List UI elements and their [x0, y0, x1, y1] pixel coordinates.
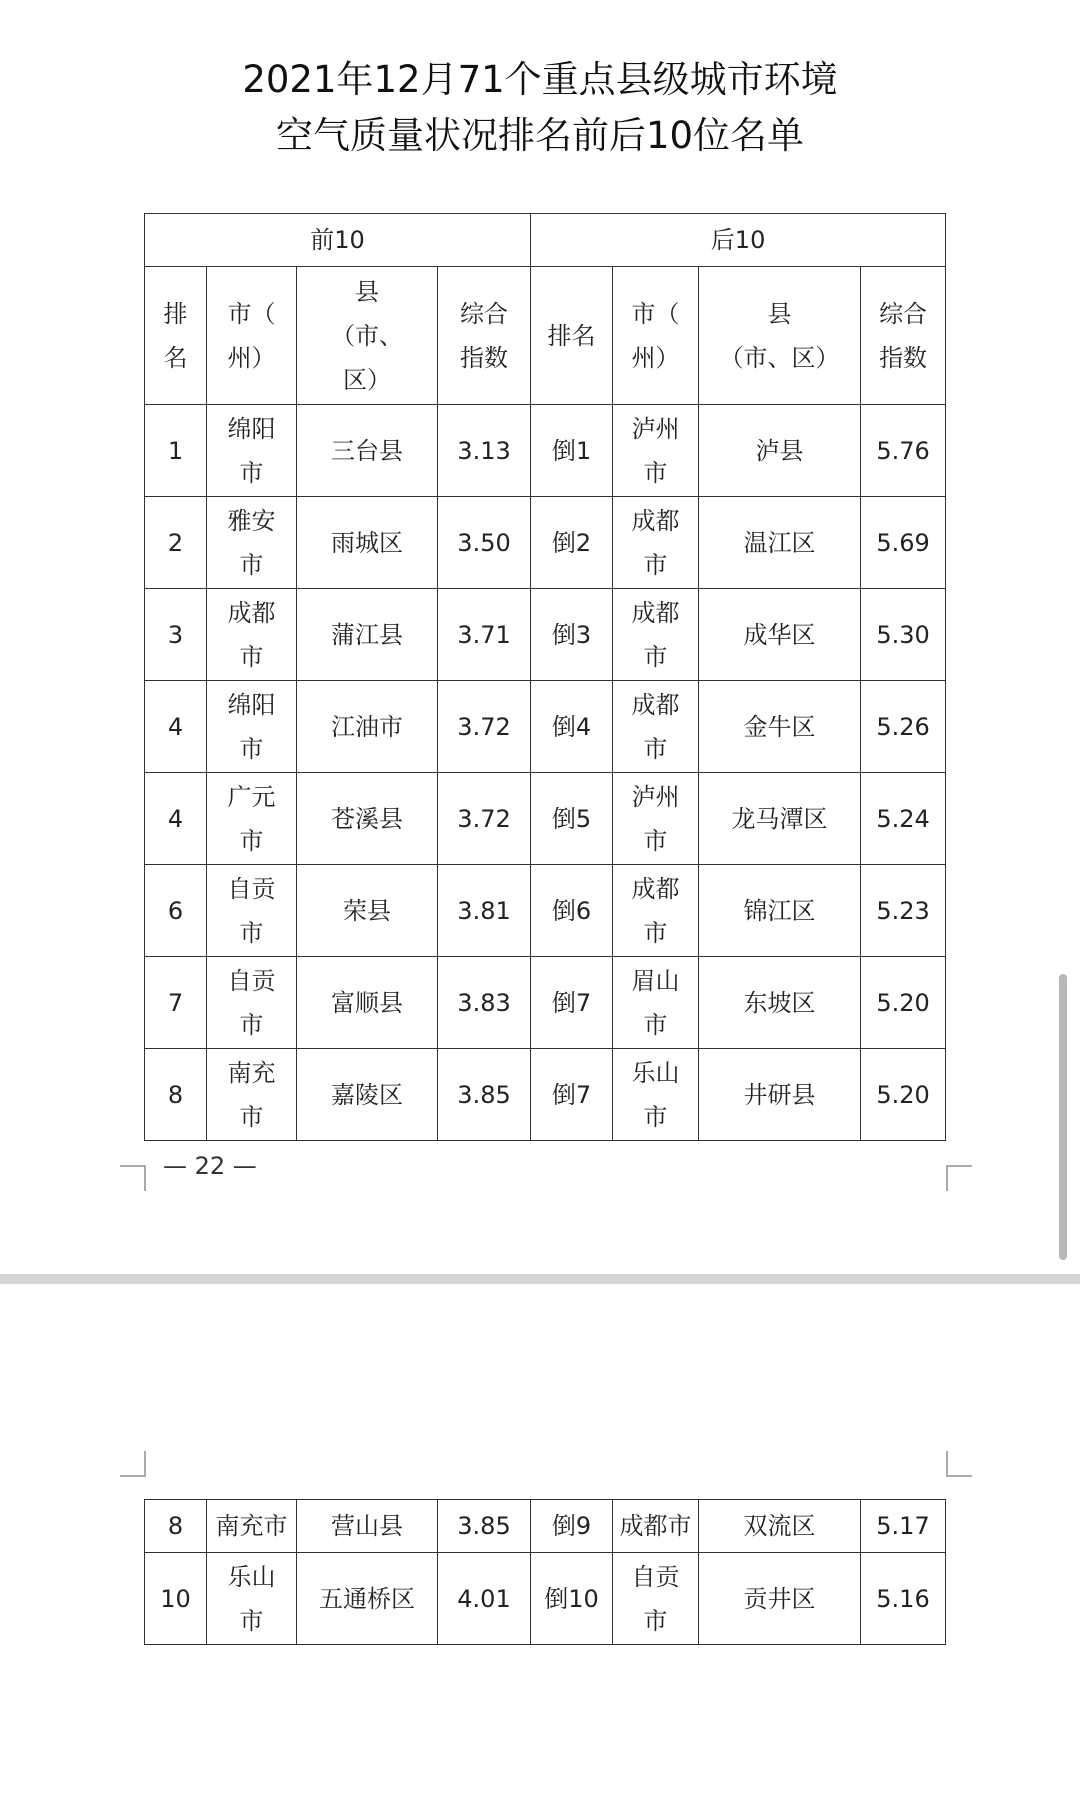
rank-bottom-cell: 倒3 [531, 589, 613, 681]
index-cell: 4.01 [438, 1553, 531, 1645]
index-cell: 3.71 [438, 589, 531, 681]
city-cell: 乐山 市 [207, 1553, 297, 1645]
ranking-table-page-1 [144, 213, 946, 1141]
city-cell: 自贡 市 [207, 957, 297, 1049]
rank-bottom-cell: 倒7 [531, 957, 613, 1049]
rank-bottom-cell: 倒1 [531, 405, 613, 497]
city-bottom-cell: 成都市 [613, 1500, 699, 1553]
rank-bottom-cell: 倒6 [531, 865, 613, 957]
county-bottom-cell: 双流区 [699, 1500, 861, 1553]
county-cell: 江油市 [297, 681, 438, 773]
rank-cell: 8 [145, 1049, 207, 1141]
table-row [145, 1049, 946, 1141]
index-cell: 3.72 [438, 773, 531, 865]
city-bottom-cell: 眉山 市 [613, 957, 699, 1049]
header-rank: 排 名 [145, 267, 207, 405]
county-cell: 营山县 [297, 1500, 438, 1553]
index-bottom-cell: 5.24 [861, 773, 946, 865]
city-bottom-cell: 自贡 市 [613, 1553, 699, 1645]
rank-cell: 7 [145, 957, 207, 1049]
county-bottom-cell: 成华区 [699, 589, 861, 681]
page-corner-mark [946, 1451, 972, 1477]
rank-bottom-cell: 倒9 [531, 1500, 613, 1553]
title-line-1: 2021年12月71个重点县级城市环境 [242, 58, 838, 101]
county-cell: 蒲江县 [297, 589, 438, 681]
county-bottom-cell: 龙马潭区 [699, 773, 861, 865]
table-row [145, 589, 946, 681]
index-bottom-cell: 5.20 [861, 957, 946, 1049]
table-row [145, 957, 946, 1049]
table-row [145, 865, 946, 957]
city-cell: 绵阳 市 [207, 405, 297, 497]
index-bottom-cell: 5.69 [861, 497, 946, 589]
county-cell: 三台县 [297, 405, 438, 497]
rank-cell: 4 [145, 681, 207, 773]
index-cell: 3.81 [438, 865, 531, 957]
city-cell: 绵阳 市 [207, 681, 297, 773]
table-row [145, 1500, 946, 1553]
city-bottom-cell: 泸州 市 [613, 773, 699, 865]
city-cell: 成都 市 [207, 589, 297, 681]
rank-cell: 8 [145, 1500, 207, 1553]
column-header-row [145, 267, 946, 405]
ranking-table-page-2 [144, 1499, 946, 1645]
index-bottom-cell: 5.26 [861, 681, 946, 773]
index-bottom-cell: 5.23 [861, 865, 946, 957]
city-bottom-cell: 成都 市 [613, 589, 699, 681]
header-index-bottom: 综合 指数 [861, 267, 946, 405]
header-index: 综合 指数 [438, 267, 531, 405]
county-bottom-cell: 井研县 [699, 1049, 861, 1141]
header-county: 县 （市、 区） [297, 267, 438, 405]
county-cell: 五通桥区 [297, 1553, 438, 1645]
city-cell: 广元 市 [207, 773, 297, 865]
section-top10: 前10 [145, 214, 531, 267]
rank-cell: 4 [145, 773, 207, 865]
city-cell: 南充市 [207, 1500, 297, 1553]
rank-cell: 2 [145, 497, 207, 589]
index-cell: 3.83 [438, 957, 531, 1049]
index-bottom-cell: 5.20 [861, 1049, 946, 1141]
section-bottom10: 后10 [531, 214, 946, 267]
index-bottom-cell: 5.76 [861, 405, 946, 497]
city-bottom-cell: 成都 市 [613, 681, 699, 773]
county-bottom-cell: 贡井区 [699, 1553, 861, 1645]
rank-bottom-cell: 倒5 [531, 773, 613, 865]
title-line-2: 空气质量状况排名前后10位名单 [275, 114, 805, 157]
rank-cell: 1 [145, 405, 207, 497]
rank-cell: 6 [145, 865, 207, 957]
rank-bottom-cell: 倒7 [531, 1049, 613, 1141]
rank-bottom-cell: 倒4 [531, 681, 613, 773]
header-rank-bottom: 排名 [531, 267, 613, 405]
header-city-bottom: 市（ 州） [613, 267, 699, 405]
county-bottom-cell: 东坡区 [699, 957, 861, 1049]
page-number: — 22 — [163, 1152, 257, 1180]
table-row [145, 497, 946, 589]
index-cell: 3.50 [438, 497, 531, 589]
index-bottom-cell: 5.30 [861, 589, 946, 681]
county-bottom-cell: 金牛区 [699, 681, 861, 773]
header-city: 市（ 州） [207, 267, 297, 405]
table-row [145, 405, 946, 497]
city-bottom-cell: 泸州 市 [613, 405, 699, 497]
county-cell: 嘉陵区 [297, 1049, 438, 1141]
scrollbar-thumb[interactable] [1059, 974, 1067, 1260]
table-row [145, 681, 946, 773]
page-corner-mark [120, 1165, 146, 1191]
county-cell: 苍溪县 [297, 773, 438, 865]
index-bottom-cell: 5.17 [861, 1500, 946, 1553]
county-bottom-cell: 泸县 [699, 405, 861, 497]
section-header-row [145, 214, 946, 267]
index-cell: 3.13 [438, 405, 531, 497]
index-cell: 3.85 [438, 1500, 531, 1553]
county-cell: 富顺县 [297, 957, 438, 1049]
rank-bottom-cell: 倒10 [531, 1553, 613, 1645]
table-row [145, 773, 946, 865]
page-corner-mark [120, 1451, 146, 1477]
header-county-bottom: 县 （市、区） [699, 267, 861, 405]
rank-cell: 3 [145, 589, 207, 681]
city-cell: 雅安 市 [207, 497, 297, 589]
page-separator [0, 1274, 1080, 1284]
city-cell: 自贡 市 [207, 865, 297, 957]
table-row [145, 1553, 946, 1645]
rank-bottom-cell: 倒2 [531, 497, 613, 589]
city-bottom-cell: 成都 市 [613, 497, 699, 589]
index-cell: 3.72 [438, 681, 531, 773]
index-cell: 3.85 [438, 1049, 531, 1141]
county-bottom-cell: 温江区 [699, 497, 861, 589]
city-cell: 南充 市 [207, 1049, 297, 1141]
rank-cell: 10 [145, 1553, 207, 1645]
county-cell: 雨城区 [297, 497, 438, 589]
index-bottom-cell: 5.16 [861, 1553, 946, 1645]
county-bottom-cell: 锦江区 [699, 865, 861, 957]
county-cell: 荣县 [297, 865, 438, 957]
document-title [0, 52, 1080, 164]
city-bottom-cell: 成都 市 [613, 865, 699, 957]
city-bottom-cell: 乐山 市 [613, 1049, 699, 1141]
page-corner-mark [946, 1165, 972, 1191]
